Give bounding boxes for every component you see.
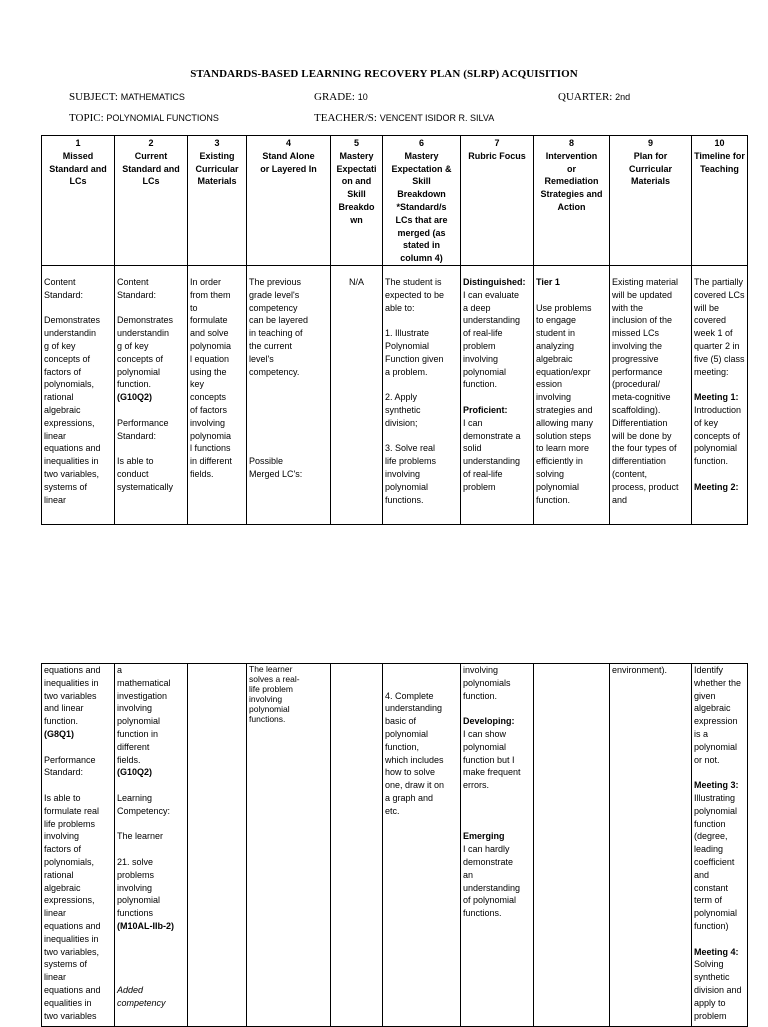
- header-cell: 9 Plan for Curricular Materials: [610, 136, 692, 266]
- topic-label: TOPIC:: [69, 112, 104, 124]
- mastery-expectation-cell: [333, 664, 380, 1026]
- slrp-table-page2: [41, 663, 748, 1027]
- skill-breakdown-cell: 4. Complete understanding basic of polynomial function, which includes how to solve one, draw it on a graph and etc.: [385, 690, 445, 816]
- header-cell: 8 Intervention or Remediation Strategies and Action: [534, 136, 610, 266]
- teacher-value: VENCENT ISIDOR R. SILVA: [379, 113, 495, 123]
- header-cell: 10 Timeline for Teaching: [692, 136, 748, 266]
- quarter-value: 2nd: [615, 92, 631, 102]
- intervention-cell: Tier 1 Use problems to engage student in analyzing algebraic equation/expr ession involving strategies and allowing many solution steps to learn more efficiently in solving polynomial function.: [536, 277, 594, 505]
- header-cell: 3 Existing Curricular Materials: [188, 136, 247, 266]
- header-cell: 5 Mastery Expectati on and Skill Breakdo wn: [331, 136, 383, 266]
- stand-alone-cell: The learner solves a real- life problem involving polynomial functions.: [249, 664, 300, 724]
- header-cell: 2 Current Standard and LCs: [115, 136, 188, 266]
- grade-label: GRADE:: [314, 91, 355, 103]
- existing-materials-cell: [190, 664, 244, 1026]
- plan-materials-cell: environment).: [612, 665, 668, 675]
- existing-materials-cell: In order from them to formulate and solve polynomia l equation using the key concepts of factors involving polynomia l functions in different fields.: [190, 277, 232, 479]
- header-cell: 7 Rubric Focus: [461, 136, 534, 266]
- header-cell: 4 Stand Alone or Layered In: [247, 136, 331, 266]
- document-title: STANDARDS-BASED LEARNING RECOVERY PLAN (SLRP) ACQUISITION: [190, 68, 578, 80]
- current-standard-cell: a mathematical investigation involving polynomial function in different fields. (G10Q2) Learning Competency: The learner 21. solve problems involving polynomial functions (M10AL-IIb-2) Added competency: [117, 665, 174, 1008]
- current-standard-cell: Content Standard: Demonstrates understandin g of key concepts of polynomial function. (G10Q2) Performance Standard: Is able to conduct systematically: [117, 277, 174, 492]
- quarter-field: [558, 91, 630, 103]
- timeline-cell: Identify whether the given algebraic expression is a polynomial or not. Meeting 3: Illustrating polynomial function (degree, leading coefficient and constant term of polynomial function) Meeting 4: Solving synthetic division and apply to problem: [694, 665, 742, 1021]
- subject-label: SUBJECT:: [69, 91, 118, 103]
- timeline-cell: The partially covered LCs will be covered week 1 of quarter 2 in five (5) class meeting: Meeting 1: Introduction of key concepts of polynomial function. Meeting 2:: [694, 277, 745, 492]
- subject-value: MATHEMATICS: [120, 92, 185, 102]
- teacher-label: TEACHER/S:: [314, 112, 377, 124]
- subject-field: [69, 91, 185, 103]
- rubric-focus-cell: involving polynomials function. Developing: I can show polynomial function but I make frequent errors. Emerging I can hardly demonstrate an understanding of polynomial functions.: [463, 665, 521, 919]
- header-cell: 1 Missed Standard and LCs: [42, 136, 115, 266]
- content-row: [42, 664, 748, 1027]
- header-cell: 6 Mastery Expectation & Skill Breakdown *Standard/s LCs that are merged (as stated in column 4): [383, 136, 461, 266]
- stand-alone-cell: The previous grade level's competency can be layered in teaching of the current level's competency. Possible Merged LC's:: [249, 277, 309, 479]
- topic-field: [69, 112, 219, 124]
- quarter-label: QUARTER:: [558, 91, 613, 103]
- topic-value: POLYNOMIAL FUNCTIONS: [106, 113, 219, 123]
- header-row: [42, 136, 748, 266]
- plan-materials-cell: Existing material will be updated with the inclusion of the missed LCs involving the progressive performance (procedural/ meta-cognitive scaffolding). Differentiation will be done by the four types of differentiation (content, process, product and: [612, 277, 679, 505]
- missed-standard-cell: Content Standard: Demonstrates understandin g of key concepts of factors of polynomials, rational algebraic expressions, linear equations and inequalities in two variables, systems of linear: [44, 277, 101, 505]
- grade-value: 10: [357, 92, 368, 102]
- skill-breakdown-cell: The student is expected to be able to: 1. Illustrate Polynomial Function given a problem. 2. Apply synthetic division; 3. Solve real life problems involving polynomial functions.: [385, 277, 445, 505]
- missed-standard-cell: equations and inequalities in two variables and linear function. (G8Q1) Performance Standard: Is able to formulate real life problems involving factors of polynomials, rational algebraic expressions, linear equations and inequalities in two variables, systems of linear equations and equalities in two variables: [44, 665, 101, 1021]
- intervention-cell: [536, 664, 607, 1026]
- content-row: [42, 266, 748, 525]
- mastery-expectation-cell: N/A: [348, 277, 364, 287]
- grade-field: [314, 91, 368, 103]
- rubric-focus-cell: Distinguished: I can evaluate a deep understanding of real-life problem involving polynomial function. Proficient: I can demonstrate a solid understanding of real-life problem: [463, 277, 526, 492]
- slrp-table-page1: [41, 135, 748, 525]
- teacher-field: [314, 112, 494, 124]
